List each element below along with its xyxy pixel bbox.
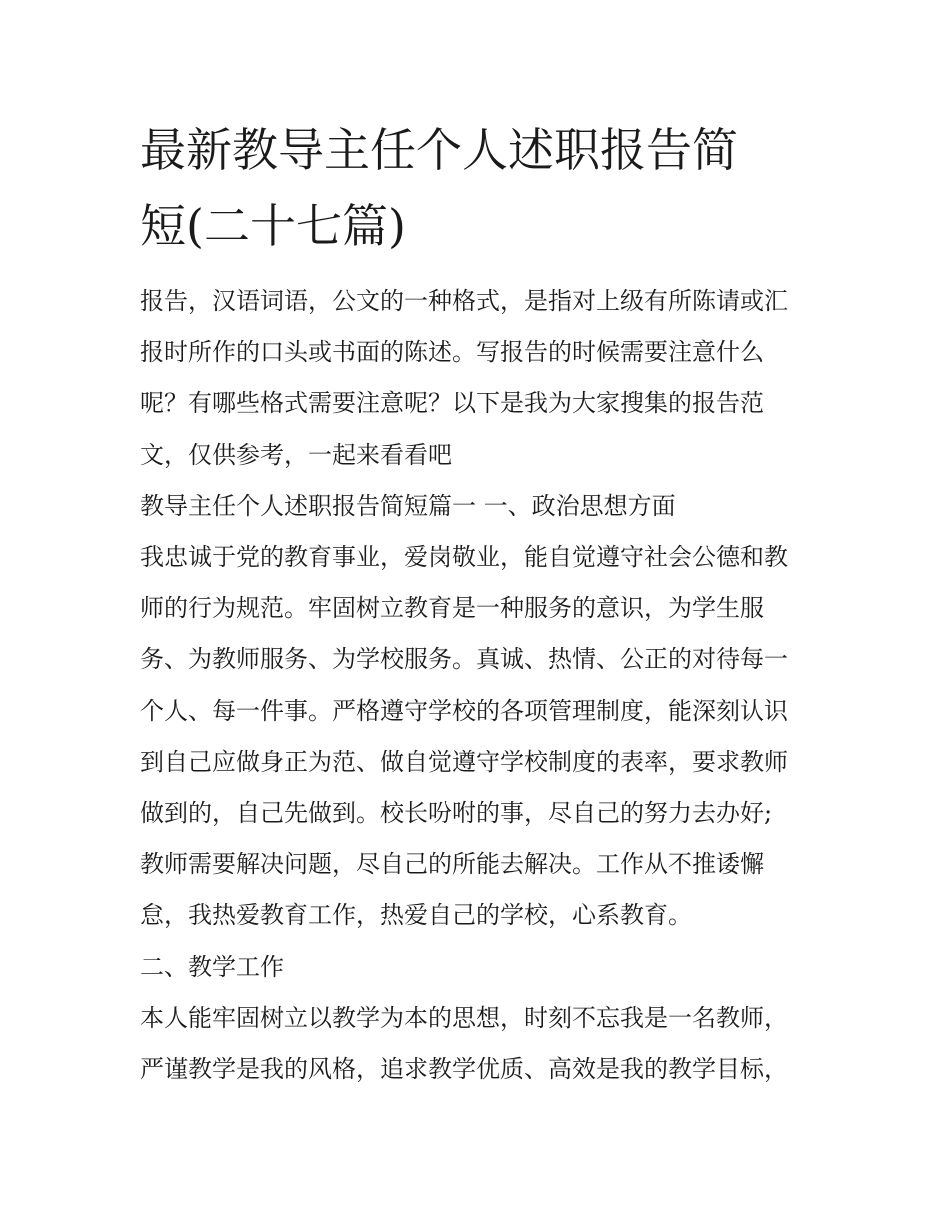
title-line: 最新教导主任个人述职报告简 (140, 123, 738, 177)
body-line: 做到的，自己先做到。校长吩咐的事，尽自己的努力去办好; (140, 799, 773, 828)
body-line: 到自己应做身正为范、做自觉遵守学校制度的表率，要求教师 (140, 747, 788, 776)
body-line: 文，仅供参考，一起来看看吧 (140, 440, 452, 469)
title-line: 短(二十七篇) (140, 199, 406, 253)
section-heading-line: 二、教学工作 (140, 952, 284, 981)
body-line: 本人能牢固树立以教学为本的思想，时刻不忘我是一名教师， (140, 1003, 788, 1032)
document-title (140, 112, 820, 264)
body-line: 我忠诚于党的教育事业，爱岗敬业，能自觉遵守社会公德和教 (140, 543, 788, 572)
body-line: 严谨教学是我的风格，追求教学优质、高效是我的教学目标， (140, 1055, 788, 1084)
section-heading-line: 教导主任个人述职报告简短篇一 一、政治思想方面 (140, 491, 676, 520)
body-line: 报时所作的口头或书面的陈述。写报告的时候需要注意什么 (140, 338, 764, 367)
body-line: 报告，汉语词语，公文的一种格式，是指对上级有所陈请或汇 (140, 287, 788, 315)
body-line: 务、为教师服务、为学校服务。真诚、热情、公正的对待每一 (140, 645, 788, 674)
body-line: 教师需要解决问题，尽自己的所能去解决。工作从不推诿懈 (140, 850, 764, 879)
document-page (140, 112, 820, 1095)
body-line: 师的行为规范。牢固树立教育是一种服务的意识，为学生服 (140, 594, 764, 623)
document-body (140, 276, 820, 1095)
body-line: 怠，我热爱教育工作，热爱自己的学校，心系教育。 (140, 901, 692, 930)
body-line: 呢？有哪些格式需要注意呢？以下是我为大家搜集的报告范 (140, 389, 764, 418)
body-line: 个人、每一件事。严格遵守学校的各项管理制度，能深刻认识 (140, 696, 788, 725)
